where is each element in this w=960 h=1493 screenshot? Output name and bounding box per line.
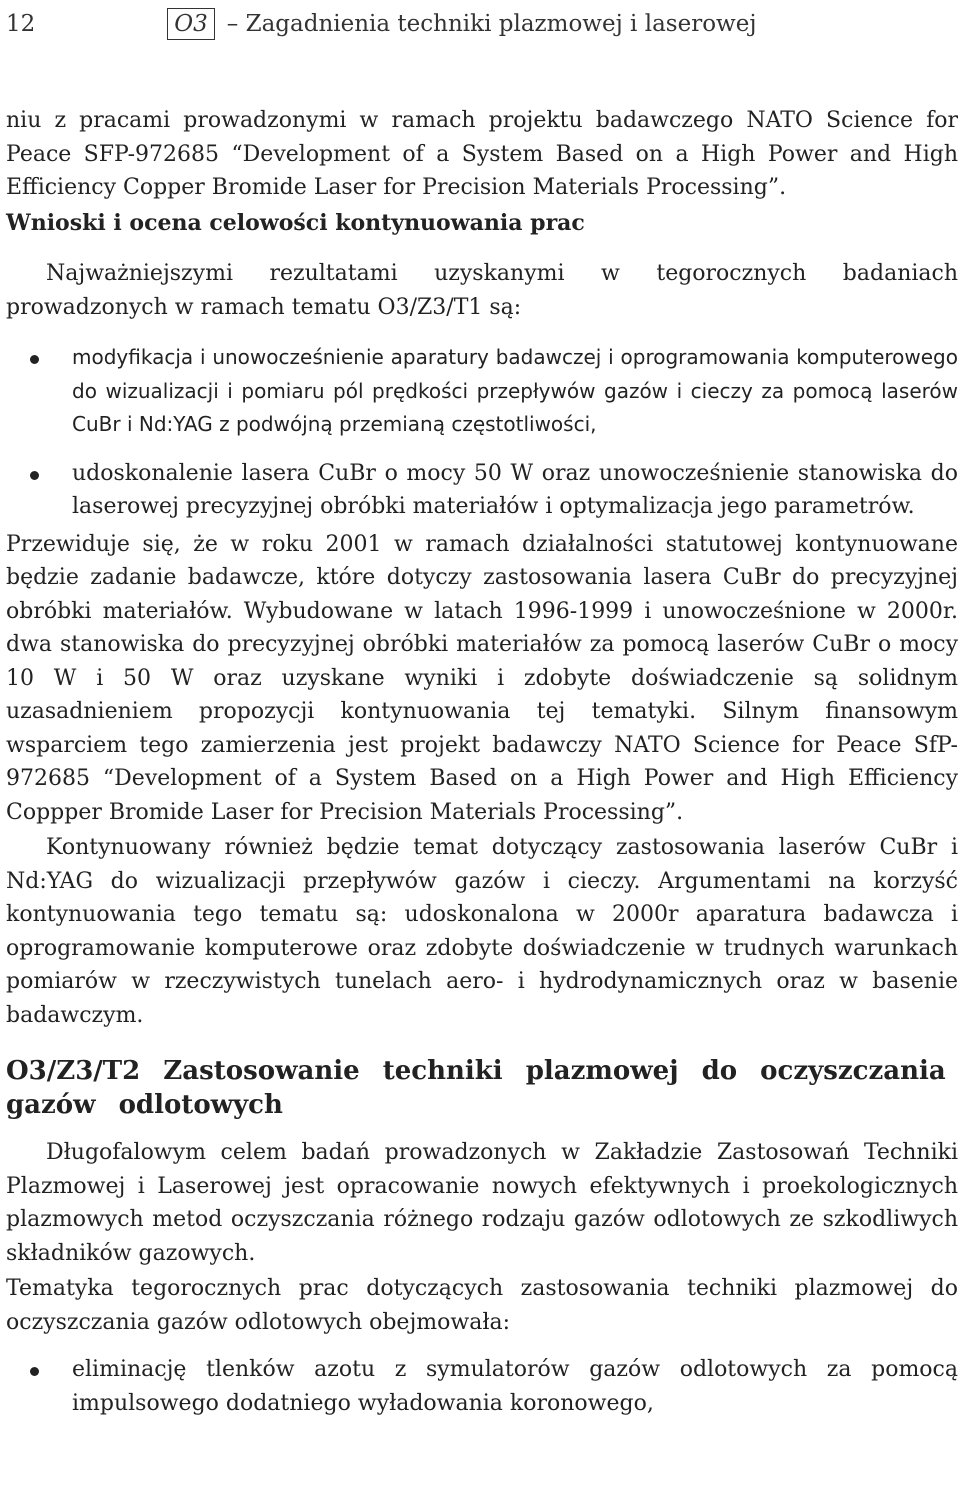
header-title: – Zagadnienia techniki plazmowej i laserowej <box>226 11 757 37</box>
bullet-icon <box>30 471 39 480</box>
list-item-text: udoskonalenie lasera CuBr o mocy 50 W oraz unowocześnienie stanowiska do laserowej precyzyjnej obróbki materiałów i optymalizacja jego parametrów. <box>72 460 958 519</box>
continuation-paragraph-2: Kontynuowany również będzie temat dotyczący zastosowania laserów CuBr i Nd:YAG do wizualizacji przepływów gazów i cieczy. Argumentami na korzyść kontynuowania tego tematu są: udoskonalona w 2000r aparatura badawcza i oprogramowanie komputerowe oraz zdobyte doświadczenie w trudnych warunkach pomiarów w rzeczywistych tunelach aero- i hydrodynamicznych oraz w basenie badawczym. <box>6 835 958 1028</box>
bullet-icon <box>30 355 39 364</box>
list-item <box>6 457 958 524</box>
section-heading-conclusions: Wnioski i ocena celowości kontynuowania prac <box>6 209 585 236</box>
plasma-goal-paragraph: Długofalowym celem badań prowadzonych w Zakładzie Zastosowań Techniki Plazmowej i Laserowej jest opracowanie nowych efektywnych i proekologicznych plazmowych metod oczyszczania różnego rodzaju gazów odlotowych ze szkodliwych składników gazowych. <box>6 1140 958 1266</box>
list-item-text: modyfikacja i unowocześnienie aparatury badawczej i oprogramowania komputerowego do wizualizacji i pomiaru pól prędkości przepływów gazów i cieczy za pomocą laserów CuBr i Nd:YAG z podwójną przemianą częstotliwości, <box>72 345 958 436</box>
intro-paragraph: niu z pracami prowadzonymi w ramach projektu badawczego NATO Science for Peace SFP-972685 “Development of a System Based on a High Power and High Efficiency Copper Bromide Laser for Precision Materials Processing”. <box>6 108 958 200</box>
list-item <box>6 1353 958 1420</box>
results-list <box>6 341 958 524</box>
continuation-paragraph: Przewiduje się, że w roku 2001 w ramach działalności statutowej kontynuowane będzie zadanie badawcze, które dotyczy zastosowania lasera CuBr do precyzyjnej obróbki materiałów. Wybudowane w latach 1996-1999 i unowocześnione w 2000r. dwa stanowiska do precyzyjnej obróbki materiałów za pomocą laserów CuBr o mocy 10 W i 50 W oraz uzyskane wyniki i zdobyte doświadczenie są solidnym uzasadnieniem propozycji kontynuowania tej tematyki. Silnym finansowym wsparciem tego zamierzenia jest projekt badawczy NATO Science for Peace SfP-972685 “Development of a System Based on a High Power and High Efficiency Coppper Bromide Laser for Precision Materials Processing”. <box>6 531 958 825</box>
section-heading-plasma: O3/Z3/T2 Zastosowanie techniki plazmowej do oczyszczania gazów odlotowych <box>6 1056 946 1120</box>
document-body <box>6 104 958 1420</box>
list-item-text: eliminację tlenków azotu z symulatorów gazów odlotowych za pomocą impulsowego dodatniego wyładowania koronowego, <box>72 1357 958 1416</box>
results-lead-paragraph: Najważniejszymi rezultatami uzyskanymi w tegorocznych badaniach prowadzonych w ramach tematu O3/Z3/T1 są: <box>6 261 958 320</box>
list-item <box>6 341 958 442</box>
plasma-topics-list <box>6 1353 958 1420</box>
section-code-box: O3 <box>167 8 215 40</box>
page-number: 12 <box>6 11 36 37</box>
plasma-topics-paragraph: Tematyka tegorocznych prac dotyczących zastosowania techniki plazmowej do oczyszczania gazów odlotowych obejmowała: <box>6 1276 958 1335</box>
running-header <box>6 6 756 42</box>
bullet-icon <box>30 1367 39 1376</box>
